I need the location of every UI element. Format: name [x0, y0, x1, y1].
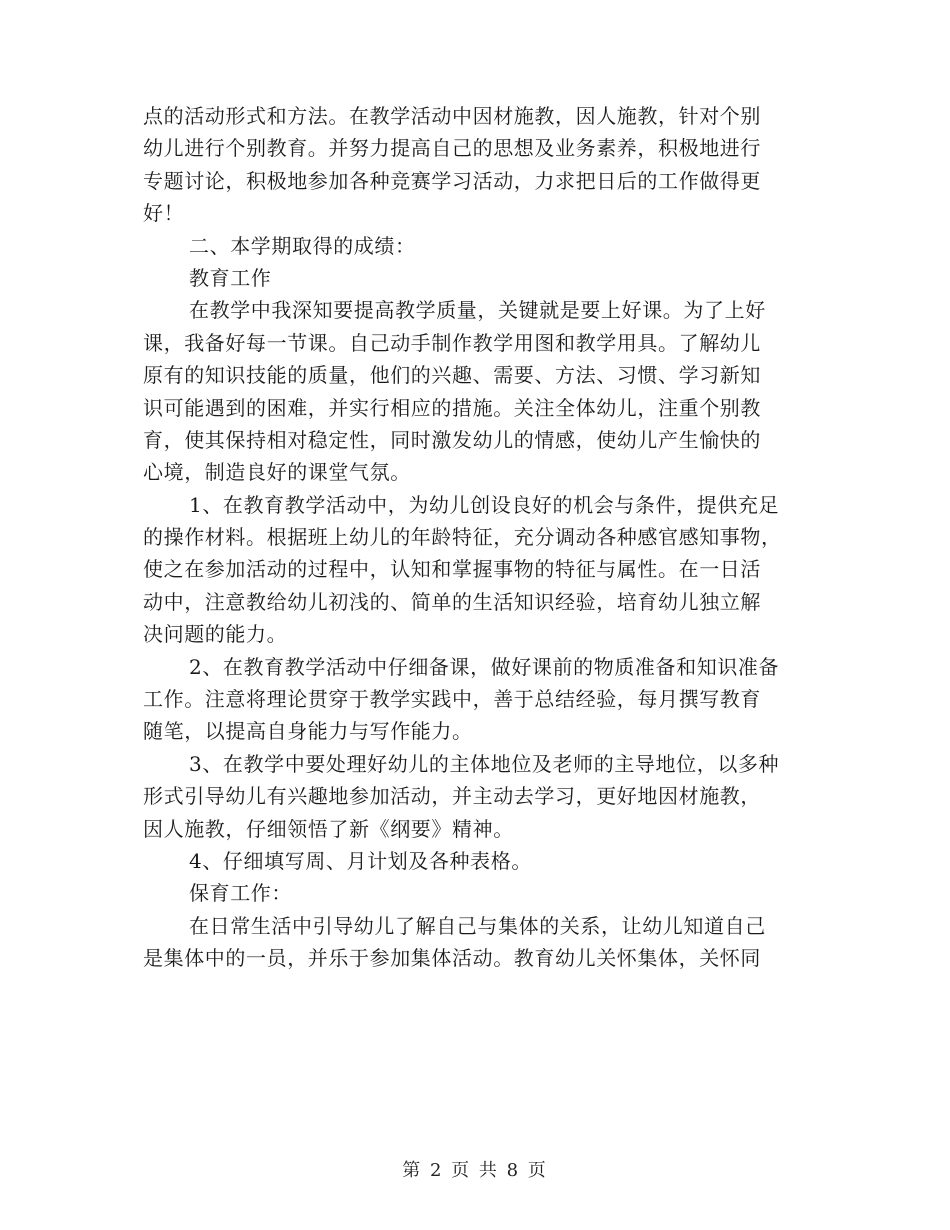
text-line: 原有的知识技能的质量，他们的兴趣、需要、方法、习惯、学习新知 [143, 363, 761, 388]
text-line: 心境，制造良好的课堂气氛。 [143, 460, 411, 485]
text-line: 识可能遇到的困难，并实行相应的措施。关注全体幼儿，注重个别教 [143, 395, 761, 420]
text-line: 在教学中我深知要提高教学质量，关键就是要上好课。为了上好 [189, 298, 766, 323]
text-line: 教育工作 [189, 265, 272, 290]
text-line: 因人施教，仔细领悟了新《纲要》精神。 [143, 816, 514, 841]
text-line: 育，使其保持相对稳定性，同时激发幼儿的情感，使幼儿产生愉快的 [143, 427, 761, 452]
text-line: 点的活动形式和方法。在教学活动中因材施教，因人施教，针对个别 [143, 104, 761, 128]
text-line: 随笔，以提高自身能力与写作能力。 [143, 719, 473, 744]
text-line: 保育工作： [189, 881, 292, 906]
text-line: 二、本学期取得的成绩： [189, 233, 416, 258]
text-line: 使之在参加活动的过程中，认知和掌握事物的特征与属性。在一日活 [143, 557, 761, 582]
text-line: 4、仔细填写周、月计划及各种表格。 [189, 848, 532, 873]
text-line: 工作。注意将理论贯穿于教学实践中，善于总结经验，每月撰写教育 [143, 687, 761, 712]
text-line: 决问题的能力。 [143, 622, 288, 647]
text-line: 3、在教学中要处理好幼儿的主体地位及老师的主导地位，以多种 [189, 751, 780, 776]
text-line: 课，我备好每一节课。自己动手制作教学用图和教学用具。了解幼儿 [143, 330, 761, 355]
text-line: 1、在教育教学活动中，为幼儿创设良好的机会与条件，提供充足 [189, 492, 780, 517]
text-line: 2、在教育教学活动中仔细备课，做好课前的物质准备和知识准备 [189, 654, 780, 679]
text-line: 好！ [143, 201, 185, 226]
text-line: 形式引导幼儿有兴趣地参加活动，并主动去学习，更好地因材施教， [143, 784, 761, 809]
text-line: 是集体中的一员，并乐于参加集体活动。教育幼儿关怀集体，关怀同 [143, 946, 761, 971]
body-text [143, 100, 811, 975]
text-line: 在日常生活中引导幼儿了解自己与集体的关系，让幼儿知道自己 [189, 913, 766, 938]
text-line: 专题讨论，积极地参加各种竞赛学习活动，力求把日后的工作做得更 [143, 168, 761, 193]
text-line: 动中，注意教给幼儿初浅的、简单的生活知识经验，培育幼儿独立解 [143, 589, 761, 614]
page-footer: 第 2 页 共 8 页 [402, 1160, 548, 1181]
text-line: 的操作材料。根据班上幼儿的年龄特征，充分调动各种感官感知事物， [143, 525, 782, 550]
text-line: 幼儿进行个别教育。并努力提高自己的思想及业务素养，积极地进行 [143, 136, 761, 161]
